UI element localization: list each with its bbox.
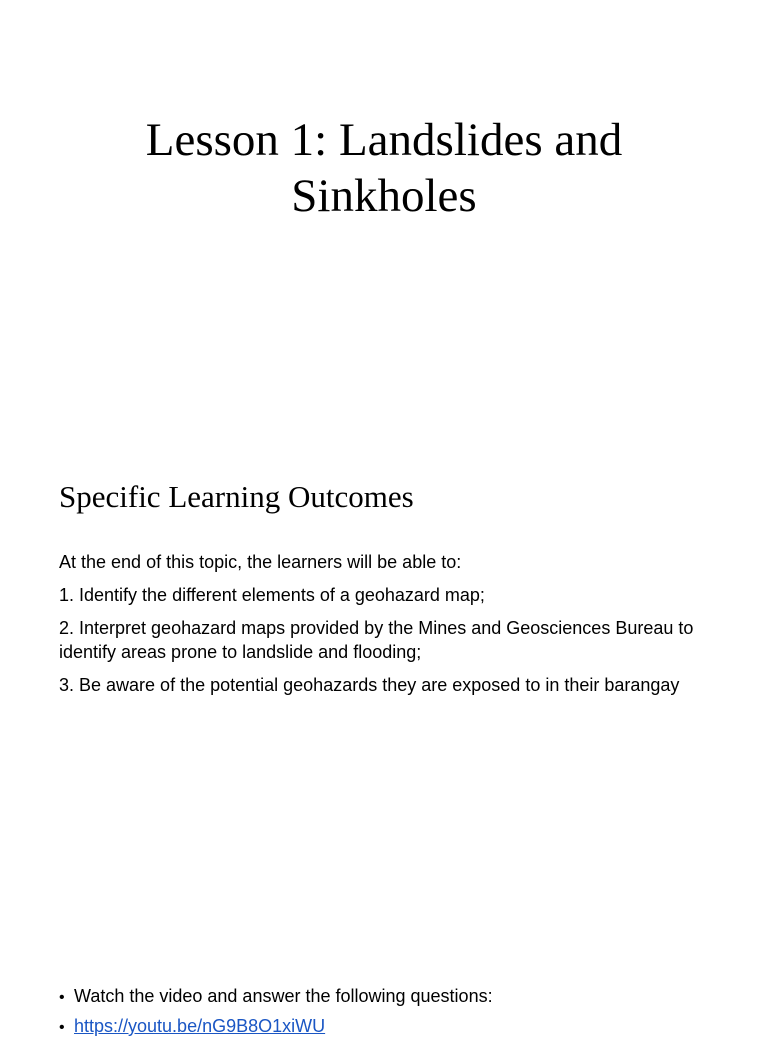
title-line-1: Lesson 1: Landslides and	[145, 114, 623, 166]
outcomes-intro: At the end of this topic, the learners will be able to:	[59, 552, 462, 572]
instruction-text: Watch the video and answer the following questions:	[74, 986, 493, 1006]
section-heading: Specific Learning Outcomes	[59, 479, 414, 514]
bullet-icon: •	[59, 989, 65, 1006]
list-item	[59, 1012, 739, 1042]
bullet-icon: •	[59, 1019, 65, 1036]
outcome-item-2: 2. Interpret geohazard maps provided by the Mines and Geosciences Bureau to identify areas prone to landslide and flooding;	[59, 618, 694, 662]
title-line-2: Sinkholes	[291, 170, 477, 222]
outcome-item-1: 1. Identify the different elements of a geohazard map;	[59, 585, 485, 605]
slide-title	[60, 112, 708, 224]
list-item	[59, 982, 739, 1012]
video-link[interactable]: https://youtu.be/nG9B8O1xiWU	[74, 1016, 326, 1036]
learning-outcomes	[59, 550, 719, 706]
video-instructions	[59, 982, 739, 1042]
outcome-item-3: 3. Be aware of the potential geohazards they are exposed to in their barangay	[59, 675, 680, 695]
